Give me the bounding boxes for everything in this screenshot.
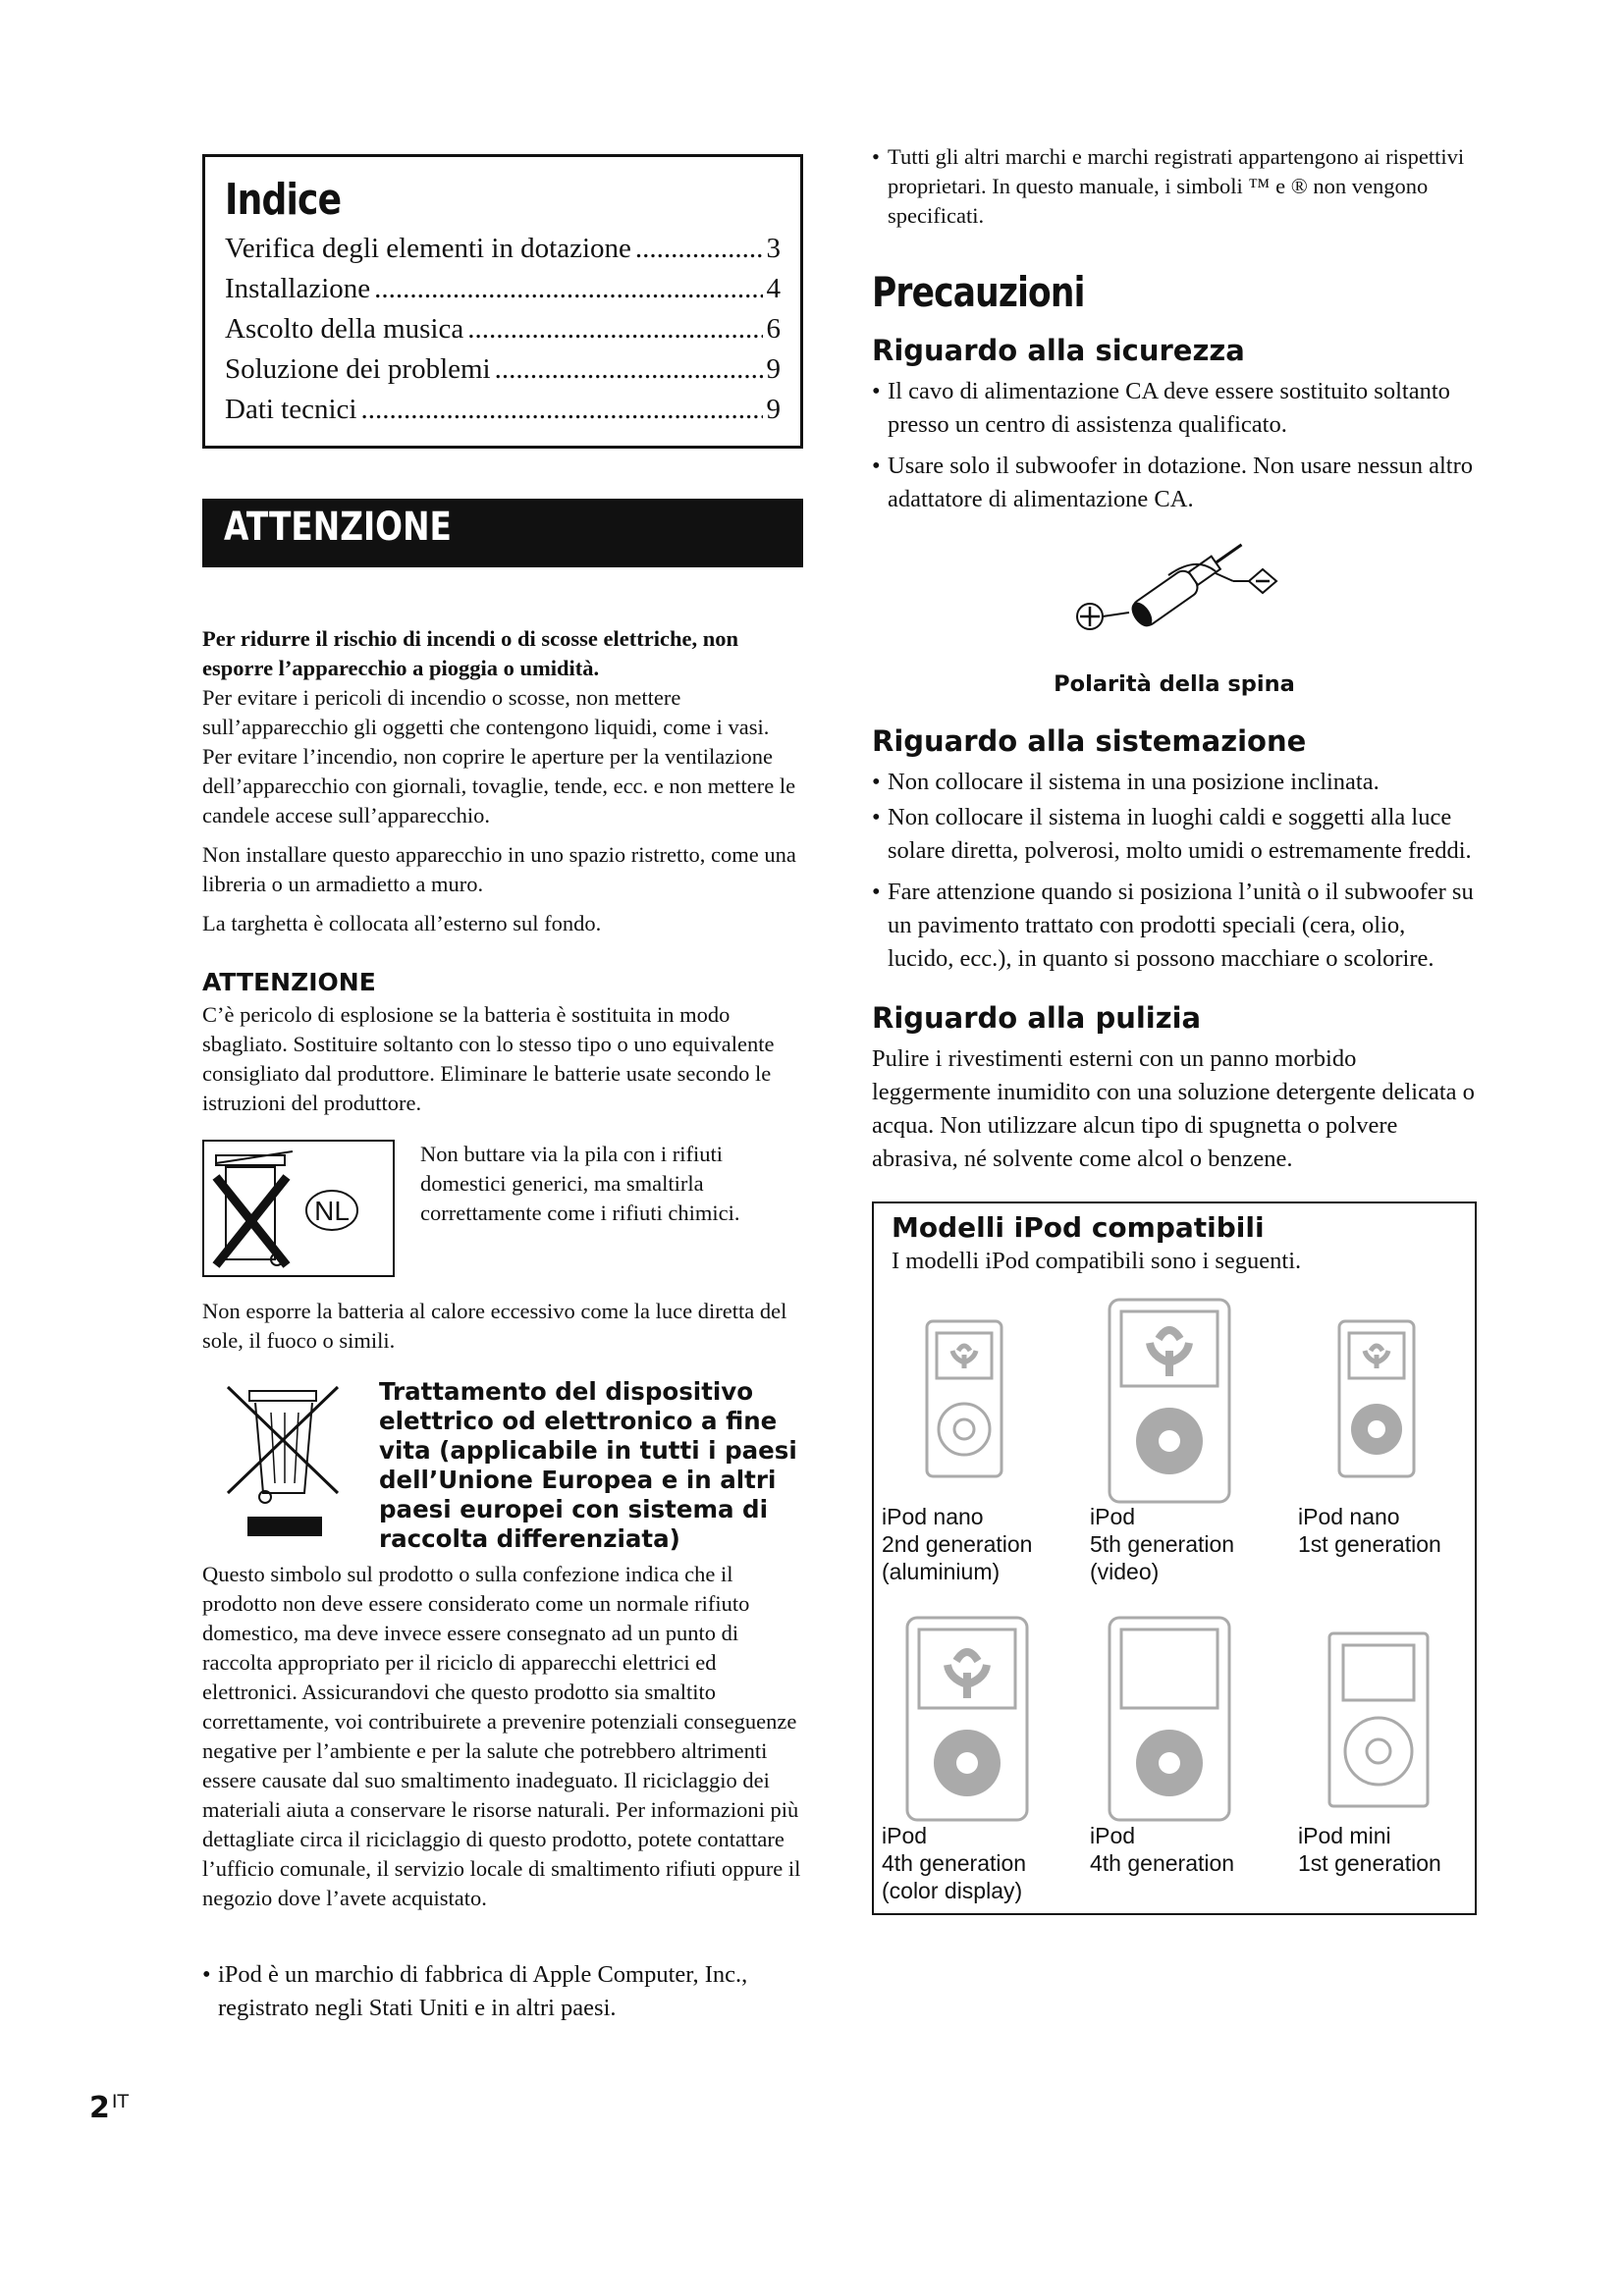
battery-warning: C’è pericolo di esplosione se la batteria è sostituita in modo sbagliato. Sostituire soltanto con lo stesso tipo o uno equivalente consigliato dal produttore. Eliminare le batterie usate secondo le istruzioni del produttore. xyxy=(202,1002,775,1115)
ipod-compatibility-box xyxy=(872,1201,1477,1915)
page-number: 2 $^{IT}$ xyxy=(89,2091,130,2125)
warning-paragraph: Non installare questo apparecchio in uno spazio ristretto, come una libreria o un armadietto a muro. xyxy=(202,842,796,896)
heat-warning: Non esporre la batteria al calore eccessivo come la luce diretta del sole, il fuoco o simili. xyxy=(202,1299,787,1353)
ipod-model-label: iPod 4th generation (color display) xyxy=(882,1823,1027,1903)
ipod-model-label: iPod nano 1st generation xyxy=(1298,1504,1441,1557)
ipod-model-label: iPod 5th generation (video) xyxy=(1090,1504,1235,1584)
battery-bin-icon xyxy=(202,1140,395,1277)
safety-heading: Riguardo alla sicurezza xyxy=(872,334,1245,367)
warning-paragraph: Per evitare i pericoli di incendio o scosse, non mettere sull’apparecchio gli oggetti che contengono liquidi, come i vasi. xyxy=(202,685,770,739)
caution-subtitle: ATTENZIONE xyxy=(202,968,376,996)
ipod-box-title: Modelli iPod compatibili xyxy=(892,1211,1265,1244)
toc-entry[interactable]: Installazione ..... 4 xyxy=(225,269,781,309)
warning-banner: ATTENZIONE xyxy=(202,499,803,567)
toc-title: Indice xyxy=(225,175,342,225)
toc-entry[interactable]: Verifica degli elementi in dotazione ..... 3 xyxy=(225,229,781,269)
warning-paragraph: La targhetta è collocata all’esterno sul fondo. xyxy=(202,911,602,935)
table-of-contents xyxy=(202,154,803,449)
ipod-4g-color-icon xyxy=(905,1616,1029,1822)
warning-paragraph: Per evitare l’incendio, non coprire le aperture per la ventilazione dell’apparecchio con giornali, tovaglie, tende, ecc. e non mettere le candele accese sull’apparecchio. xyxy=(202,744,796,828)
list-item: • Usare solo il subwoofer in dotazione. Non usare nessun altro adattatore di alimentazione CA. xyxy=(872,450,1477,516)
list-item: • Il cavo di alimentazione CA deve essere sostituito soltanto presso un centro di assistenza qualificato. xyxy=(872,375,1477,442)
weee-bin-icon xyxy=(202,1377,379,1554)
weee-body: Questo simbolo sul prodotto o sulla confezione indica che il prodotto non deve essere considerato come un normale rifiuto domestico, ma deve invece essere consegnato ad un punto di raccolta appropriato per il riciclo di apparecchi elettrici ed elettronici. Assicurandovi che questo prodotto sia smaltito correttamente, voi contribuirete a prevenire potenziali conseguenze negative per l’ambiente e per la salute che potrebbero altrimenti essere causate dal suo smaltimento inadeguato. Il riciclaggio dei materiali aiuta a conservare le risorse naturali. Per informazioni più dettagliate circa il riciclaggio di questo prodotto, potete contattare l’ufficio comunale, il servizio locale di smaltimento rifiuti oppure il negozio dove l’avete acquistato. xyxy=(202,1562,801,1910)
battery-disposal-text: Non buttare via la pila con i rifiuti domestici generici, ma smaltirla correttamente come i rifiuti chimici. xyxy=(420,1142,740,1225)
trademark-note: • Tutti gli altri marchi e marchi registrati appartengono ai rispettivi proprietari. In questo manuale, i simboli ™ e ® non vengono specificati. xyxy=(872,142,1477,231)
ipod-mini-icon xyxy=(1327,1631,1430,1808)
warning-intro: Per ridurre il rischio di incendi o di scosse elettriche, non esporre l’apparecchio a pioggia o umidità. xyxy=(202,626,738,680)
toc-entry[interactable]: Dati tecnici ..... 9 xyxy=(225,390,781,430)
plug-polarity-diagram xyxy=(872,536,1477,673)
cleaning-text: Pulire i rivestimenti esterni con un panno morbido leggermente inumidito con una soluzione detergente delicata o acqua. Non utilizzare alcun tipo di spugnetta o polvere abrasiva, né solvente come alcol o benzene. xyxy=(872,1045,1475,1172)
toc-entry[interactable]: Soluzione dei problemi ..... 9 xyxy=(225,349,781,390)
list-item: • Non collocare il sistema in una posizione inclinata. xyxy=(872,766,1477,799)
ipod-nano-1g-icon xyxy=(1337,1319,1416,1478)
ipod-model-label: iPod nano 2nd generation (aluminium) xyxy=(882,1504,1033,1584)
battery-disposal xyxy=(202,1140,803,1287)
svg-text:NL: NL xyxy=(314,1196,350,1226)
list-item: • Fare attenzione quando si posiziona l’unità o il subwoofer su un pavimento trattato con prodotti speciali (cera, olio, lucido, ecc.), in quanto si possono macchiare o scolorire. xyxy=(872,876,1477,976)
placement-heading: Riguardo alla sistemazione xyxy=(872,724,1307,758)
right-column xyxy=(872,142,1477,1915)
weee-title: Trattamento del dispositivo elettrico od elettronico a fine vita (applicabile in tutti i paesi dell’Unione Europea e in altri paesi europei con sistema di raccolta differenziata) xyxy=(379,1377,797,1553)
trademark-note: • iPod è un marchio di fabbrica di Apple Computer, Inc., registrato negli Stati Uniti e in altri paesi. xyxy=(202,1958,803,2025)
ipod-nano-2g-icon xyxy=(925,1319,1003,1478)
plug-polarity-caption: Polarità della spina xyxy=(1054,671,1295,697)
ipod-5g-icon xyxy=(1108,1298,1231,1504)
ipod-4g-icon xyxy=(1108,1616,1231,1822)
weee-section xyxy=(202,1377,803,1554)
list-item: • Non collocare il sistema in luoghi caldi e soggetti alla luce solare diretta, polverosi, molto umidi o estremamente freddi. xyxy=(872,801,1477,868)
precautions-title: Precauzioni xyxy=(872,268,1085,316)
left-column xyxy=(202,154,803,2025)
ipod-box-subtitle: I modelli iPod compatibili sono i seguenti. xyxy=(892,1248,1302,1274)
ipod-model-label: iPod mini 1st generation xyxy=(1298,1823,1441,1876)
toc-entry[interactable]: Ascolto della musica ..... 6 xyxy=(225,309,781,349)
cleaning-heading: Riguardo alla pulizia xyxy=(872,1001,1202,1035)
ipod-model-label: iPod 4th generation xyxy=(1090,1823,1235,1876)
